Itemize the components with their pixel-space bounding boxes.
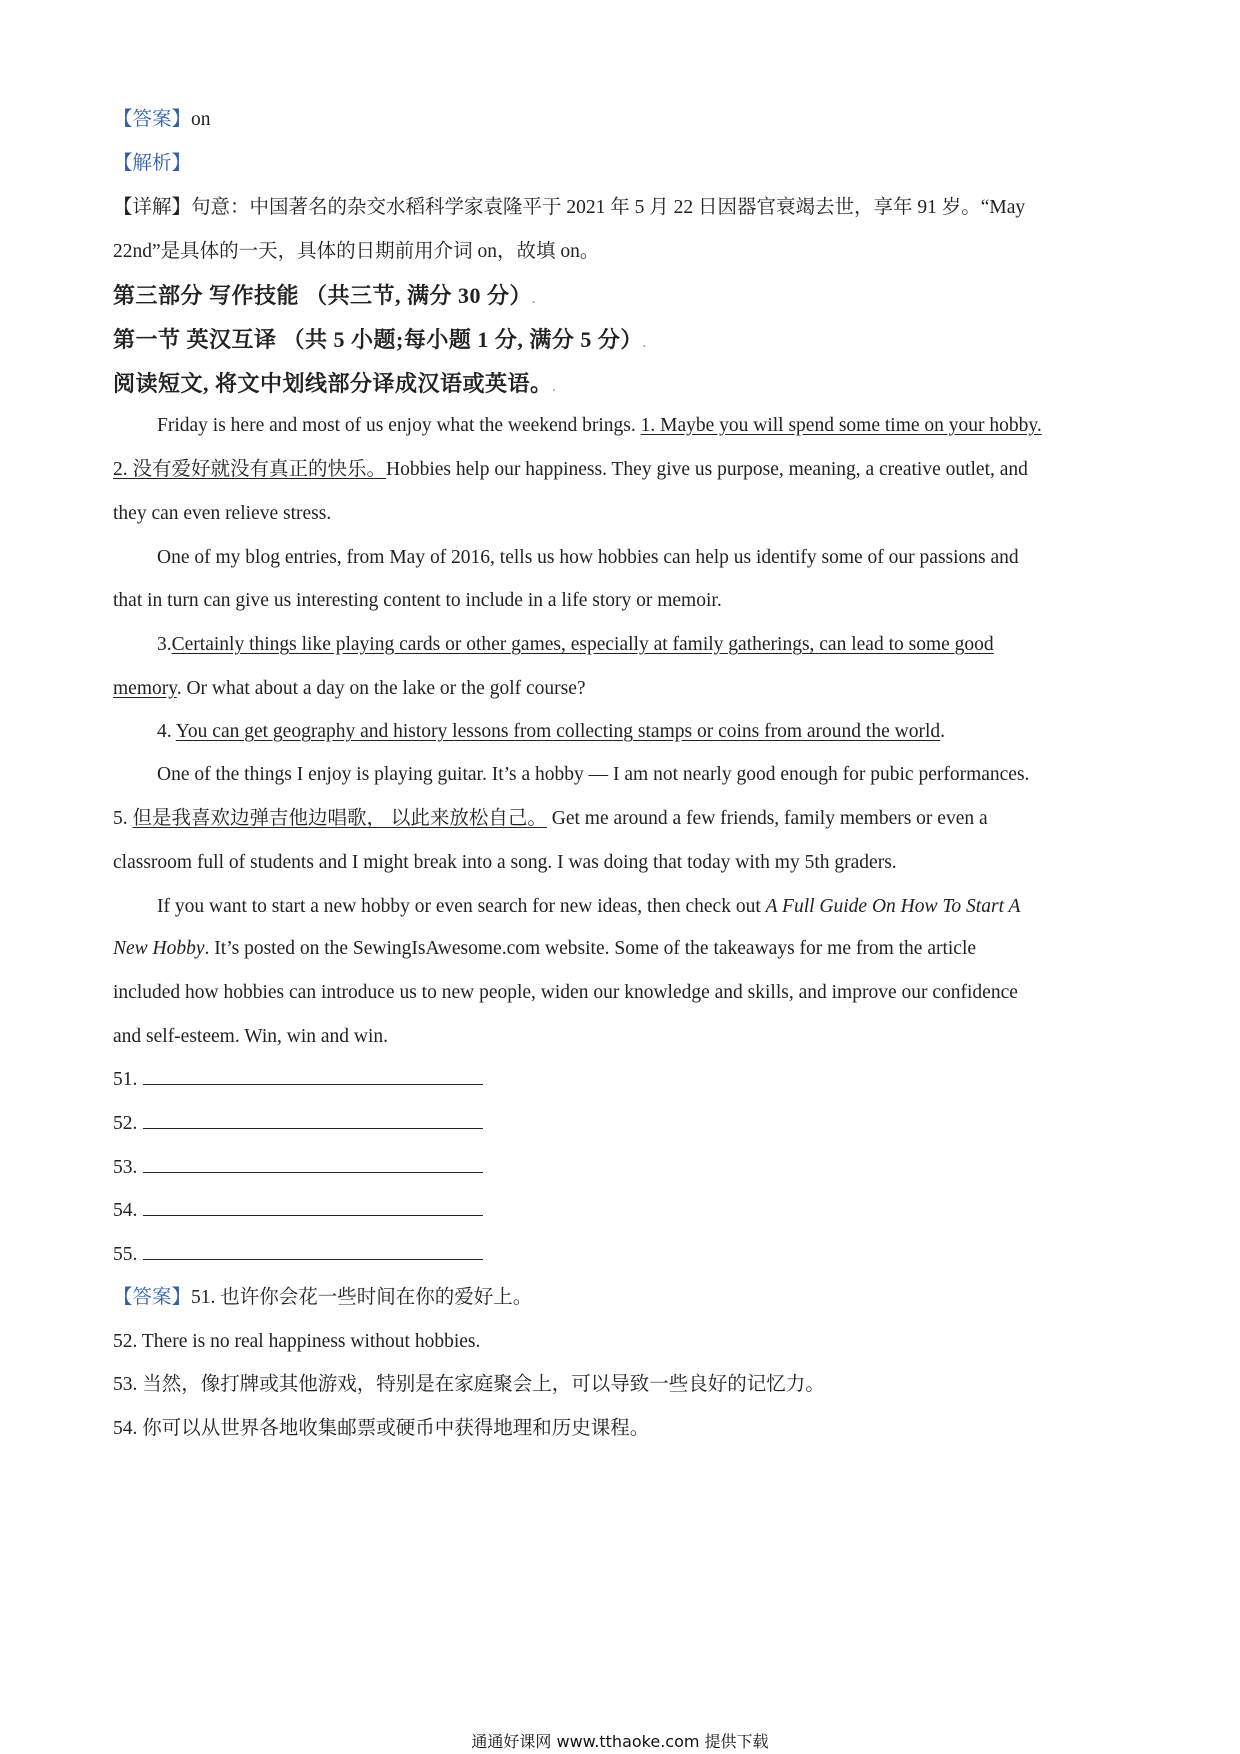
passage-text: they can even relieve stress. bbox=[113, 503, 332, 524]
detail-text-1: 句意：中国著名的杂交水稻科学家袁隆平于 2021 年 5 月 22 日因器官衰竭去世，享年 91 岁。“May bbox=[191, 197, 1026, 218]
detail-line-2 bbox=[113, 238, 1144, 266]
passage-text: 5. bbox=[113, 808, 133, 829]
detail-text-2: 22nd”是具体的一天，具体的日期前用介词 on，故填 on。 bbox=[113, 241, 600, 262]
answer-text: on bbox=[191, 109, 211, 130]
answer-53 bbox=[113, 1371, 1144, 1399]
answer-54 bbox=[113, 1415, 1144, 1443]
passage-text: 4. bbox=[157, 721, 176, 742]
previous-answer-line bbox=[113, 106, 1144, 134]
blank-line[interactable] bbox=[143, 1110, 483, 1129]
detail-tag: 【详解】 bbox=[113, 197, 192, 218]
passage-p5-l3 bbox=[113, 849, 1144, 877]
answer-52 bbox=[113, 1328, 1144, 1356]
answer-blank-53[interactable] bbox=[113, 1154, 1144, 1182]
paragraph-mark: . bbox=[642, 336, 647, 350]
passage-p6-l1 bbox=[157, 893, 1144, 921]
answer-text: 51. 也许你会花一些时间在你的爱好上。 bbox=[191, 1287, 533, 1308]
blank-line[interactable] bbox=[143, 1066, 483, 1085]
passage-text: . bbox=[940, 721, 945, 742]
underlined-sentence-2: 2. 没有爱好就没有真正的快乐。 bbox=[113, 459, 387, 480]
passage-p1-l3 bbox=[113, 500, 1144, 528]
blank-number: 55. bbox=[113, 1244, 138, 1265]
part-heading-text: 第三部分 写作技能 （共三节, 满分 30 分） bbox=[113, 283, 533, 308]
passage-text: classroom full of students and I might break into a song. I was doing that today with my 5th graders. bbox=[113, 852, 897, 873]
passage-text: Hobbies help our happiness. They give us purpose, meaning, a creative outlet, and bbox=[386, 459, 1028, 480]
blank-number: 52. bbox=[113, 1113, 138, 1134]
blank-number: 51. bbox=[113, 1069, 138, 1090]
answer-51 bbox=[113, 1284, 1144, 1312]
passage-p2-l2 bbox=[113, 587, 1144, 615]
passage-text: included how hobbies can introduce us to new people, widen our knowledge and skills, and improve our confidence bbox=[113, 982, 1018, 1003]
passage-p2-l1 bbox=[157, 544, 1144, 572]
section-heading-text: 第一节 英汉互译 （共 5 小题;每小题 1 分, 满分 5 分） bbox=[113, 327, 643, 352]
paragraph-mark: . bbox=[532, 292, 536, 306]
answer-blank-54[interactable] bbox=[113, 1197, 1144, 1225]
passage-text: One of my blog entries, from May of 2016, tells us how hobbies can help us identify some of our passions and bbox=[157, 547, 1019, 568]
answer-tag: 【答案】 bbox=[113, 109, 192, 130]
passage-text: and self-esteem. Win, win and win. bbox=[113, 1026, 389, 1047]
passage-p3-l2 bbox=[113, 675, 1144, 703]
answer-text: 53. 当然，像打牌或其他游戏，特别是在家庭聚会上，可以导致一些良好的记忆力。 bbox=[113, 1374, 825, 1395]
passage-text: One of the things I enjoy is playing guitar. It’s a hobby — I am not nearly good enough for pubic performances. bbox=[157, 764, 1030, 785]
blank-number: 53. bbox=[113, 1157, 138, 1178]
passage-p5-l1 bbox=[157, 761, 1144, 789]
underlined-sentence-3: Certainly things like playing cards or other games, especially at family gatherings, can lead to some good bbox=[171, 634, 994, 655]
answer-text: 54. 你可以从世界各地收集邮票或硬币中获得地理和历史课程。 bbox=[113, 1418, 650, 1439]
passage-p6-l2 bbox=[113, 935, 1144, 963]
answer-blank-52[interactable] bbox=[113, 1110, 1144, 1138]
passage-text: that in turn can give us interesting content to include in a life story or memoir. bbox=[113, 590, 722, 611]
answer-blank-55[interactable] bbox=[113, 1241, 1144, 1269]
passage-text: Friday is here and most of us enjoy what the weekend brings. bbox=[157, 415, 641, 436]
passage-p1-l1 bbox=[157, 412, 1144, 440]
passage-p4 bbox=[157, 718, 1144, 746]
passage-p1-l2 bbox=[113, 456, 1144, 484]
passage-p6-l3 bbox=[113, 979, 1144, 1007]
paragraph-mark: . bbox=[552, 380, 557, 394]
underlined-sentence-5: 但是我喜欢边弹吉他边唱歌， 以此来放松自己。 bbox=[132, 808, 547, 829]
analysis-tag: 【解析】 bbox=[113, 153, 192, 174]
page-footer: 通通好课网 www.tthaoke.com 提供下载 bbox=[471, 1732, 769, 1751]
blank-number: 54. bbox=[113, 1200, 138, 1221]
passage-p5-l2 bbox=[113, 805, 1144, 833]
section-heading bbox=[113, 326, 1144, 357]
passage-text: . It’s posted on the SewingIsAwesome.com website. Some of the takeaways for me from the article bbox=[204, 938, 977, 959]
passage-text: . Or what about a day on the lake or the golf course? bbox=[176, 678, 586, 699]
passage-p3-l1 bbox=[157, 631, 1144, 659]
passage-text: If you want to start a new hobby or even search for new ideas, then check out bbox=[157, 896, 766, 917]
answer-text: 52. There is no real happiness without hobbies. bbox=[113, 1331, 481, 1352]
article-title: New Hobby bbox=[113, 938, 205, 959]
passage-text: 3. bbox=[157, 634, 172, 655]
underlined-sentence-4: You can get geography and history lessons from collecting stamps or coins from around the world bbox=[175, 721, 941, 742]
blank-line[interactable] bbox=[143, 1241, 483, 1260]
part-heading bbox=[113, 282, 1144, 313]
answer-blank-51[interactable] bbox=[113, 1066, 1144, 1094]
detail-line-1 bbox=[113, 194, 1144, 222]
passage-text: Get me around a few friends, family members or even a bbox=[546, 808, 988, 829]
instruction-heading bbox=[113, 370, 1144, 401]
blank-line[interactable] bbox=[143, 1197, 483, 1216]
instruction-text: 阅读短文, 将文中划线部分译成汉语或英语。 bbox=[113, 371, 553, 396]
underlined-sentence-3-end: memory bbox=[113, 678, 177, 699]
answer-tag: 【答案】 bbox=[113, 1287, 192, 1308]
underlined-sentence-1: 1. Maybe you will spend some time on your hobby. bbox=[640, 415, 1042, 436]
article-title: A Full Guide On How To Start A bbox=[765, 896, 1021, 917]
blank-line[interactable] bbox=[143, 1154, 483, 1173]
analysis-line bbox=[113, 150, 1144, 178]
passage-p6-l4 bbox=[113, 1023, 1144, 1051]
